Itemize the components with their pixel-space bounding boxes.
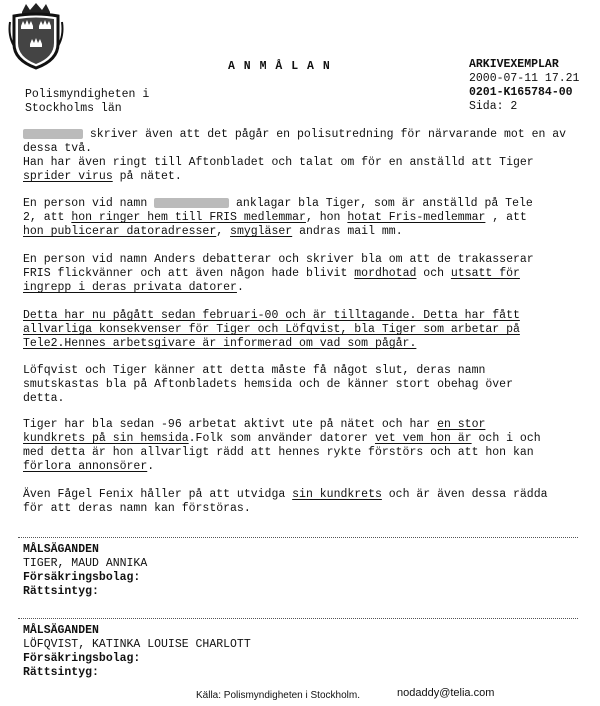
page-number: Sida: 2 [469,100,518,113]
archive-label: ARKIVEXEMPLAR [469,58,559,71]
party-heading: MÅLSÄGANDEN [23,543,99,556]
paragraph-3: En person vid namn Anders debatterar och skriver bla om att de trakasserar FRIS flickvänner och att även någon hade blivit mordhotad och utsatt för ingrepp i deras privata datorer. [23,253,534,294]
party-name: LÖFQVIST, KATINKA LOUISE CHARLOTT [23,638,251,651]
authority-line-2: Stockholms län [25,102,122,115]
party-name: TIGER, MAUD ANNIKA [23,557,148,570]
swedish-police-emblem-icon [6,2,66,70]
paragraph-1: skriver även att det pågår en polisutredning för närvarande mot en av dessa två. Han har även ringt till Aftonbladet och talat om för en anställd att Tiger sprider virus på nätet. [23,128,567,183]
footer-contact: nodaddy@telia.com [397,687,495,699]
redacted-name [23,129,83,139]
footer-source: Källa: Polismyndigheten i Stockholm. [196,690,360,701]
report-datetime: 2000-07-11 17.21 [469,72,580,85]
insurance-label: Försäkringsbolag: [23,652,141,665]
section-divider [18,537,578,538]
paragraph-6: Tiger har bla sedan -96 arbetat aktivt ute på nätet och har en stor kundkrets på sin hemsida.Folk som använder datorer vet vem hon är och i och med detta är hon allvarligt rädd att hennes rykte förstörs och att hon kan förlora annonsörer. [23,418,541,473]
party-block [23,624,251,680]
paragraph-5: Löfqvist och Tiger känner att detta måste få något slut, deras namn smutskastas bla på Aftonbladets hemsida och de känner stort obehag över detta. [23,364,513,405]
insurance-label: Försäkringsbolag: [23,571,141,584]
authority-line-1: Polismyndigheten i [25,88,150,101]
document-title: A N M Å L A N [228,60,331,73]
section-divider [18,618,578,619]
certificate-label: Rättsintyg: [23,585,99,598]
certificate-label: Rättsintyg: [23,666,99,679]
case-number: 0201-K165784-00 [469,86,573,99]
party-heading: MÅLSÄGANDEN [23,624,99,637]
redacted-name [154,198,229,208]
paragraph-7: Även Fågel Fenix håller på att utvidga sin kundkrets och är även dessa rädda för att deras namn kan förstöras. [23,488,548,515]
party-block [23,543,147,599]
paragraph-4: Detta har nu pågått sedan februari-00 och är tilltagande. Detta har fått allvarliga konsekvenser för Tiger och Löfqvist, bla Tiger som arbetar på Tele2.Hennes arbetsgivare är informerad om vad som pågår. [23,309,520,350]
paragraph-2: En person vid namn anklagar bla Tiger, som är anställd på Tele 2, att hon ringer hem till FRIS medlemmar, hon hotat Fris-medlemmar , att hon publicerar datoradresser, smygläser andras mail mm. [23,197,533,238]
